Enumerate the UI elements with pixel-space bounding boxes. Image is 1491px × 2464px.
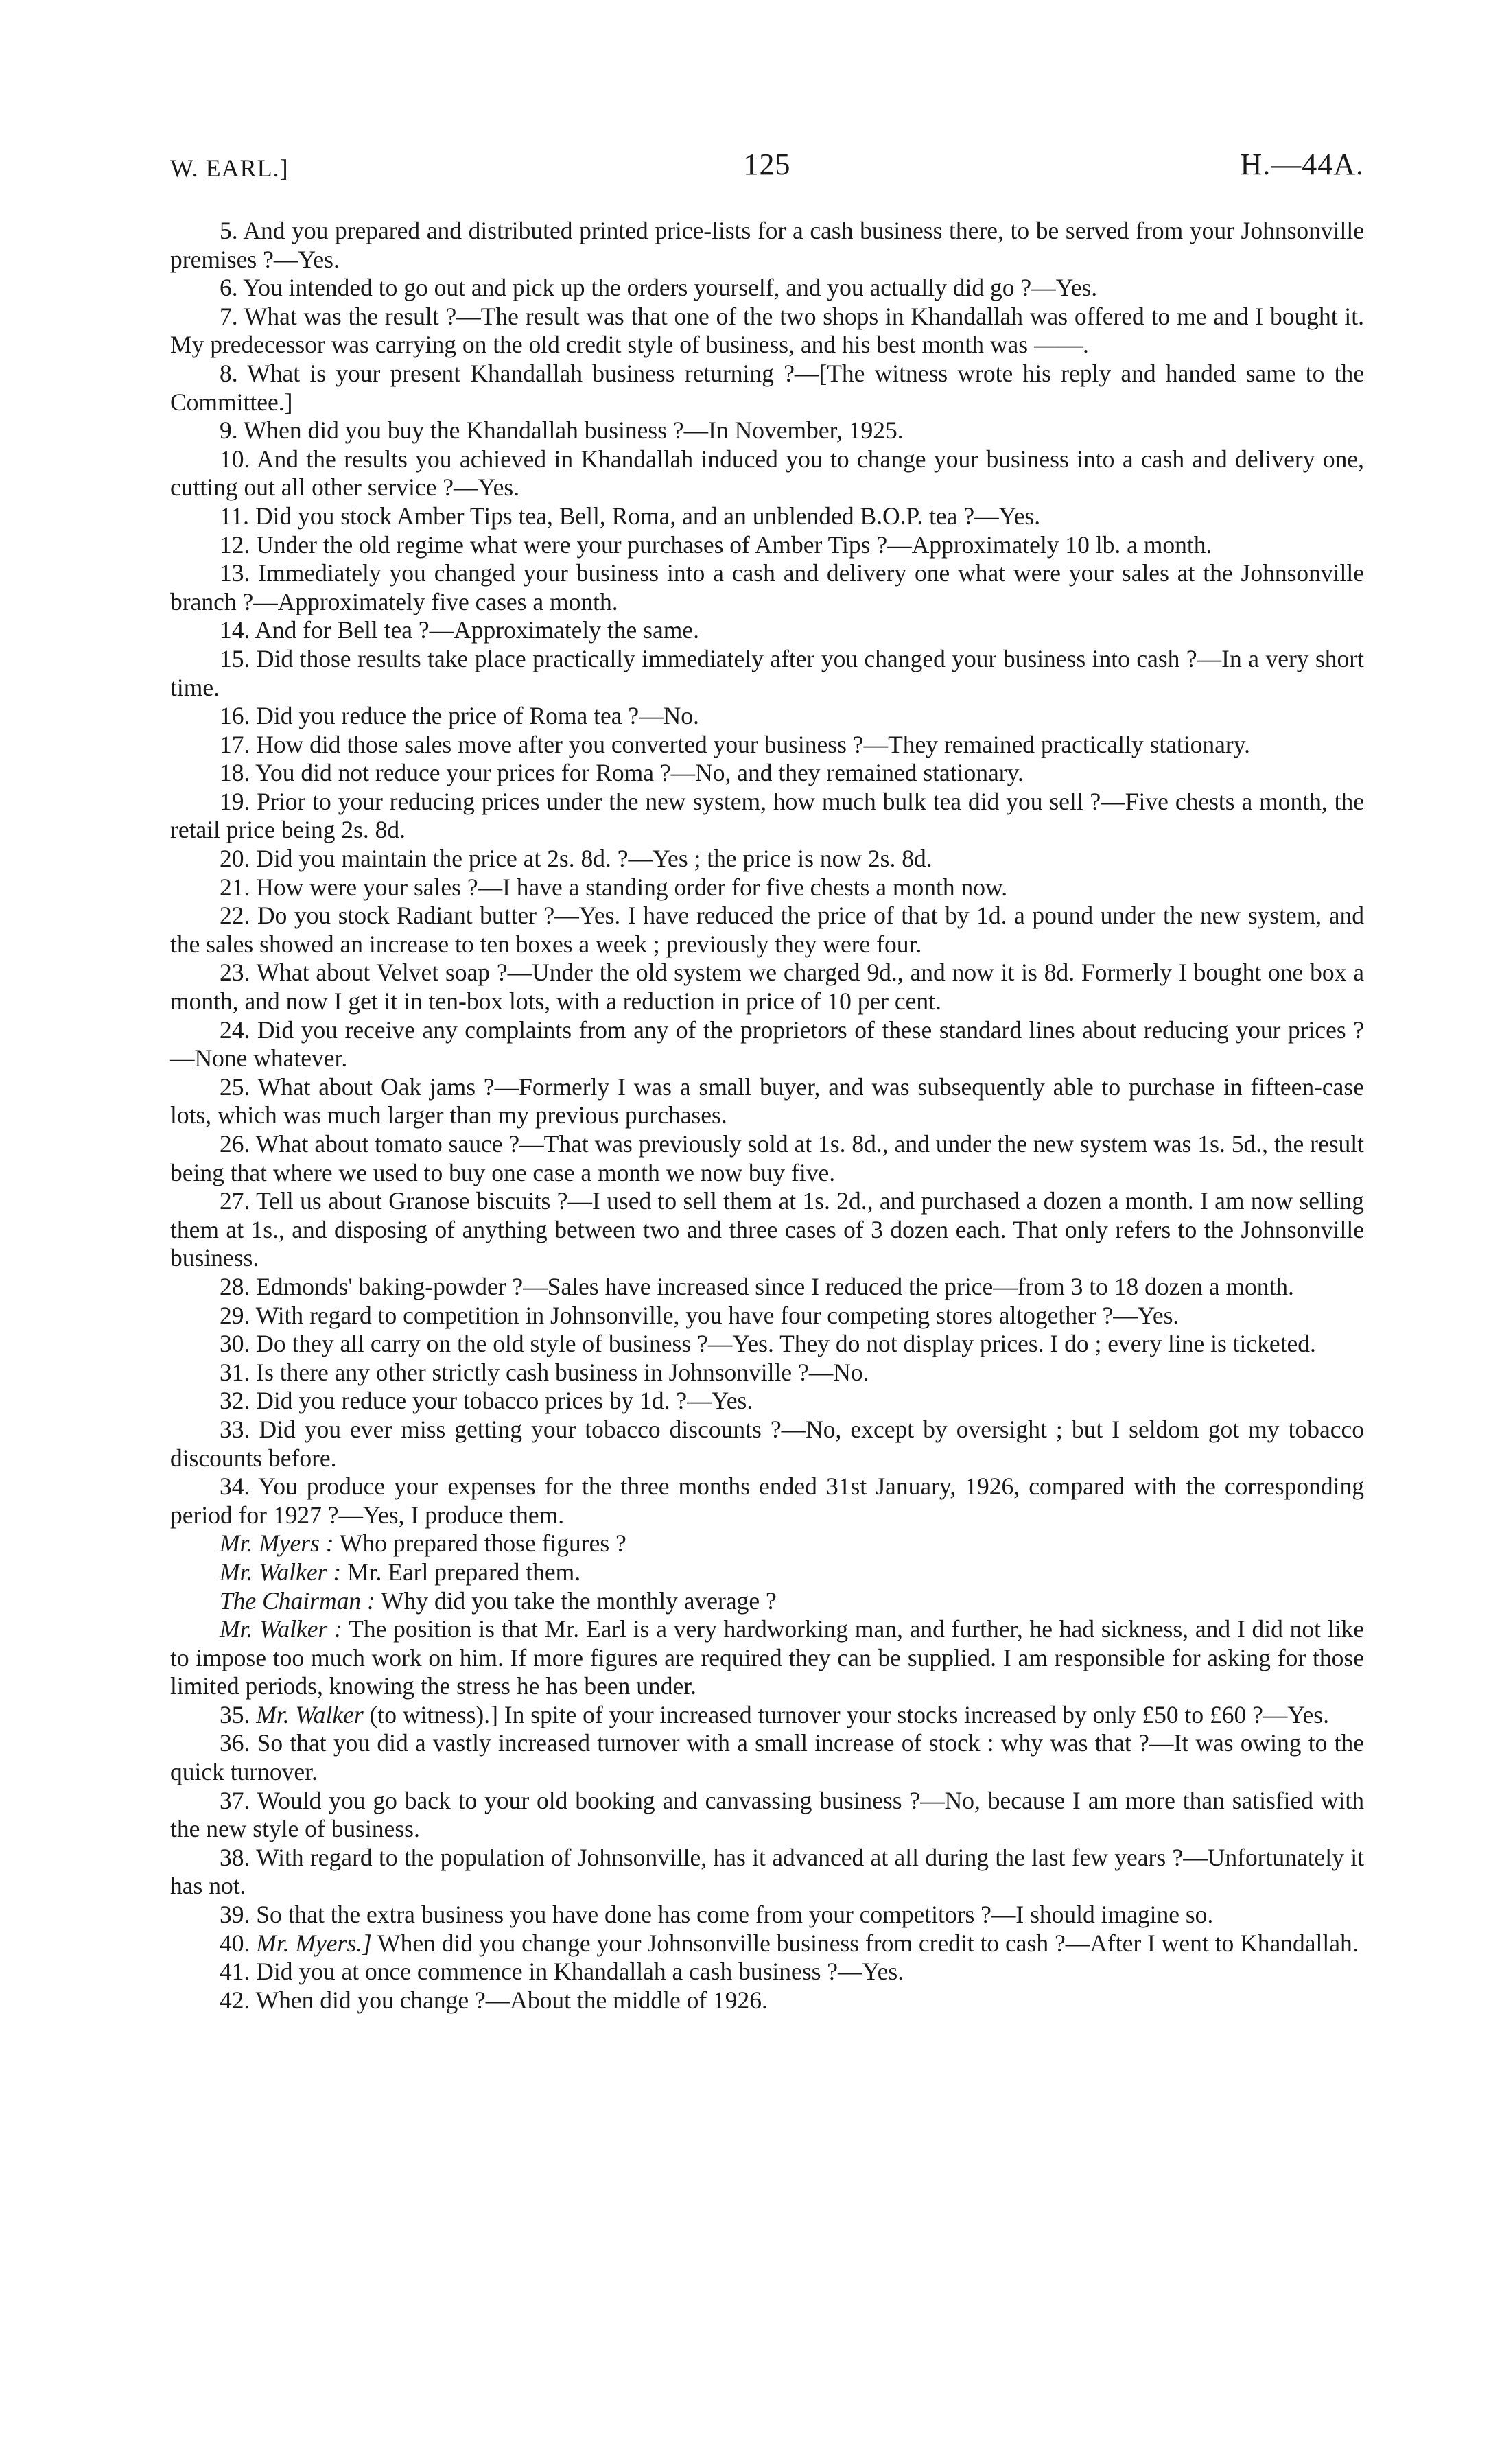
paragraph-text: And the results you achieved in Khandallah induced you to change your business into a cash and delivery one, cutting out all other service ?—Yes. — [170, 445, 1365, 502]
transcript-paragraph — [170, 416, 1364, 445]
paragraph-text: Did you stock Amber Tips tea, Bell, Roma, and an unblended B.O.P. tea ?—Yes. — [255, 502, 1041, 530]
paragraph-text: When did you change your Johnsonville business from credit to cash ?—After I went to Khandallah. — [377, 1929, 1359, 1957]
transcript-paragraph — [170, 360, 1364, 416]
paragraph-text: Would you go back to your old booking and canvassing business ?—No, because I am more than satisfied with the new style of business. — [170, 1786, 1364, 1843]
paragraph-text: What about Oak jams ?—Formerly I was a small buyer, and was subsequently able to purchase in fifteen-case lots, which was much larger than my previous purchases. — [170, 1072, 1364, 1129]
paragraph-text: What about Velvet soap ?—Under the old system we charged 9d., and now it is 8d. Formerly I bought one box a month, and now I get it in ten-box lots, with a reduction in price of 10 per cent. — [170, 959, 1364, 1016]
question-number: 21. — [220, 873, 250, 901]
paragraph-text: Why did you take the monthly average ? — [381, 1586, 777, 1615]
page-number: 125 — [743, 148, 791, 181]
paragraph-text: Is there any other strictly cash business in Johnsonville ?—No. — [256, 1358, 869, 1386]
transcript-paragraph — [170, 1472, 1364, 1529]
transcript-paragraph — [170, 1558, 1364, 1587]
paragraph-text: Did you ever miss getting your tobacco discounts ?—No, except by oversight ; but I seldom got my tobacco discounts before. — [170, 1415, 1364, 1472]
speaker-name: Mr. Walker : — [220, 1615, 342, 1643]
transcript-paragraph — [170, 902, 1364, 959]
speaker-name: Mr. Walker — [256, 1700, 364, 1728]
paragraph-text: Did you maintain the price at 2s. 8d. ?—Yes ; the price is now 2s. 8d. — [256, 845, 932, 873]
paragraph-text: Did you receive any complaints from any of the proprietors of these standard lines about reducing your prices ?—None whatever. — [170, 1016, 1365, 1072]
paragraph-text: What is your present Khandallah business returning ?—[The witness wrote his reply and handed same to the Committee.] — [170, 359, 1364, 416]
transcript-paragraph — [170, 445, 1364, 502]
transcript-paragraph — [170, 1587, 1364, 1616]
paragraph-text: (to witness).] In spite of your increased turnover your stocks increased by only £50 to £60 ?—Yes. — [369, 1700, 1329, 1728]
question-number: 5. — [220, 217, 238, 244]
paragraph-text: You intended to go out and pick up the orders yourself, and you actually did go ?—Yes. — [243, 274, 1098, 302]
transcript-paragraph — [170, 645, 1364, 702]
question-number: 8. — [220, 359, 238, 387]
transcript-paragraph — [170, 217, 1364, 274]
question-number: 24. — [220, 1016, 250, 1044]
question-number: 18. — [220, 759, 250, 787]
transcript-paragraph — [170, 1615, 1364, 1701]
transcript-paragraph — [170, 1729, 1364, 1786]
paragraph-text: So that you did a vastly increased turnover with a small increase of stock : why was that ?—It was owing to the quick turnover. — [170, 1729, 1365, 1786]
transcript-paragraph — [170, 303, 1364, 360]
question-number: 10. — [220, 445, 250, 473]
paragraph-text: Did you reduce your tobacco prices by 1d. ?—Yes. — [256, 1387, 753, 1415]
question-number: 37. — [220, 1786, 250, 1814]
transcript-paragraph — [170, 616, 1364, 645]
question-number: 35. — [220, 1700, 250, 1728]
question-number: 6. — [220, 274, 238, 302]
transcript-paragraph — [170, 845, 1364, 873]
paragraph-text: Prior to your reducing prices under the new system, how much bulk tea did you sell ?—Five chests a month, the retail price being 2s. 8d. — [170, 787, 1364, 844]
transcript-paragraph — [170, 1330, 1364, 1359]
question-number: 40. — [220, 1929, 250, 1957]
transcript-paragraph — [170, 702, 1364, 731]
transcript-paragraph — [170, 1529, 1364, 1558]
question-number: 31. — [220, 1358, 250, 1386]
question-number: 41. — [220, 1958, 250, 1986]
transcript-paragraph — [170, 1929, 1364, 1958]
transcript-paragraph — [170, 1387, 1364, 1416]
transcript-paragraph — [170, 1901, 1364, 1929]
question-number: 36. — [220, 1729, 250, 1757]
transcript-paragraph — [170, 1273, 1364, 1302]
transcript-paragraph — [170, 1016, 1364, 1073]
question-number: 20. — [220, 845, 250, 873]
transcript-paragraph — [170, 1302, 1364, 1330]
transcript-paragraph — [170, 274, 1364, 303]
paragraph-text: Tell us about Granose biscuits ?—I used to sell them at 1s. 2d., and purchased a dozen a month. I am now selling them at 1s., and disposing of anything between two and three cases of 3 dozen each. That only refers to the Johnsonville business. — [170, 1187, 1365, 1272]
question-number: 33. — [220, 1415, 250, 1443]
question-number: 16. — [220, 702, 250, 730]
transcript-paragraph — [170, 1187, 1364, 1273]
question-number: 32. — [220, 1387, 250, 1415]
paragraph-text: So that the extra business you have done has come from your competitors ?—I should imagine so. — [256, 1901, 1214, 1929]
question-number: 23. — [220, 959, 250, 987]
question-number: 27. — [220, 1187, 250, 1215]
paragraph-text: Under the old regime what were your purchases of Amber Tips ?—Approximately 10 lb. a month. — [256, 530, 1212, 559]
paragraph-text: Did you at once commence in Khandallah a cash business ?—Yes. — [256, 1958, 904, 1986]
paragraph-text: When did you buy the Khandallah business ?—In November, 1925. — [243, 416, 904, 445]
paragraph-text: Who prepared those figures ? — [339, 1529, 626, 1558]
paragraph-text: Immediately you changed your business into a cash and delivery one what were your sales at the Johnsonville branch ?—Approximately five cases a month. — [170, 559, 1364, 615]
question-number: 26. — [220, 1130, 250, 1158]
paragraph-text: With regard to the population of Johnsonville, has it advanced at all during the last few years ?—Unfortunately it has not. — [170, 1843, 1364, 1900]
speaker-name: Mr. Myers : — [220, 1529, 334, 1558]
page-header — [170, 144, 1364, 185]
transcript-paragraph — [170, 1986, 1364, 2015]
transcript-paragraph — [170, 1701, 1364, 1730]
paragraph-text: And for Bell tea ?—Approximately the same. — [255, 616, 699, 644]
speaker-name: Mr. Myers.] — [256, 1929, 372, 1957]
question-number: 29. — [220, 1301, 250, 1329]
paragraph-text: Do they all carry on the old style of business ?—Yes. They do not display prices. I do ; every line is ticketed. — [256, 1330, 1316, 1358]
paragraph-text: The position is that Mr. Earl is a very hardworking man, and further, he had sickness, and I did not like to impose too much work on him. If more figures are required they can be supplied. I am responsible for asking for those limited periods, knowing the stress he has been under. — [170, 1615, 1365, 1700]
transcript-paragraph — [170, 959, 1364, 1016]
transcript-paragraph — [170, 531, 1364, 560]
question-number: 42. — [220, 1986, 250, 2014]
paragraph-text: Mr. Earl prepared them. — [347, 1558, 581, 1586]
paragraph-text: Did you reduce the price of Roma tea ?—No. — [256, 702, 699, 730]
question-number: 19. — [220, 787, 250, 815]
question-number: 7. — [220, 302, 238, 330]
document-code: H.—44A. — [1240, 148, 1364, 181]
question-number: 13. — [220, 559, 250, 587]
paragraph-text: Do you stock Radiant butter ?—Yes. I have reduced the price of that by 1d. a pound under the new system, and the sales showed an increase to ten boxes a week ; previously they were four. — [170, 902, 1364, 958]
question-number: 38. — [220, 1843, 250, 1871]
paragraph-text: With regard to competition in Johnsonville, you have four competing stores altogether ?—Yes. — [255, 1301, 1179, 1329]
transcript-body — [170, 217, 1364, 2015]
transcript-paragraph — [170, 1073, 1364, 1130]
transcript-paragraph — [170, 759, 1364, 788]
transcript-paragraph — [170, 1416, 1364, 1472]
paragraph-text: Edmonds' baking-powder ?—Sales have increased since I reduced the price—from 3 to 18 dozen a month. — [256, 1272, 1294, 1300]
paragraph-text: What about tomato sauce ?—That was previously sold at 1s. 8d., and under the new system was 1s. 5d., the result being that where we used to buy one case a month we now buy five. — [170, 1130, 1365, 1186]
speaker-name: The Chairman : — [220, 1586, 375, 1615]
transcript-paragraph — [170, 1787, 1364, 1844]
transcript-paragraph — [170, 1130, 1364, 1187]
speaker-name: Mr. Walker : — [220, 1558, 342, 1586]
paragraph-text: Did those results take place practically immediately after you changed your business into cash ?—In a very short time. — [170, 644, 1364, 701]
question-number: 22. — [220, 902, 250, 930]
question-number: 12. — [220, 530, 250, 559]
transcript-paragraph — [170, 1958, 1364, 1986]
transcript-paragraph — [170, 559, 1364, 616]
question-number: 30. — [220, 1330, 250, 1358]
paragraph-text: How were your sales ?—I have a standing order for five chests a month now. — [256, 873, 1008, 901]
question-number: 15. — [220, 644, 250, 672]
transcript-paragraph — [170, 731, 1364, 760]
witness-name: W. EARL.] — [170, 154, 289, 182]
question-number: 11. — [220, 502, 250, 530]
question-number: 17. — [220, 730, 250, 758]
paragraph-text: How did those sales move after you converted your business ?—They remained practically stationary. — [256, 730, 1251, 758]
transcript-paragraph — [170, 1844, 1364, 1901]
transcript-paragraph — [170, 873, 1364, 902]
transcript-paragraph — [170, 502, 1364, 531]
question-number: 25. — [220, 1072, 250, 1101]
paragraph-text: You did not reduce your prices for Roma ?—No, and they remained stationary. — [255, 759, 1024, 787]
question-number: 28. — [220, 1272, 250, 1300]
transcript-paragraph — [170, 1359, 1364, 1387]
paragraph-text: When did you change ?—About the middle of 1926. — [255, 1986, 768, 2014]
transcript-paragraph — [170, 788, 1364, 845]
paragraph-text: What was the result ?—The result was that one of the two shops in Khandallah was offered to me and I bought it. My predecessor was carrying on the old credit style of business, and his best month was ——. — [170, 302, 1364, 359]
paragraph-text: And you prepared and distributed printed price-lists for a cash business there, to be served from your Johnsonville premises ?—Yes. — [170, 217, 1365, 273]
question-number: 14. — [220, 616, 250, 644]
question-number: 39. — [220, 1901, 250, 1929]
question-number: 9. — [220, 416, 238, 445]
paragraph-text: You produce your expenses for the three months ended 31st January, 1926, compared with the corresponding period for 1927 ?—Yes, I produce them. — [170, 1472, 1364, 1529]
question-number: 34. — [220, 1472, 250, 1501]
